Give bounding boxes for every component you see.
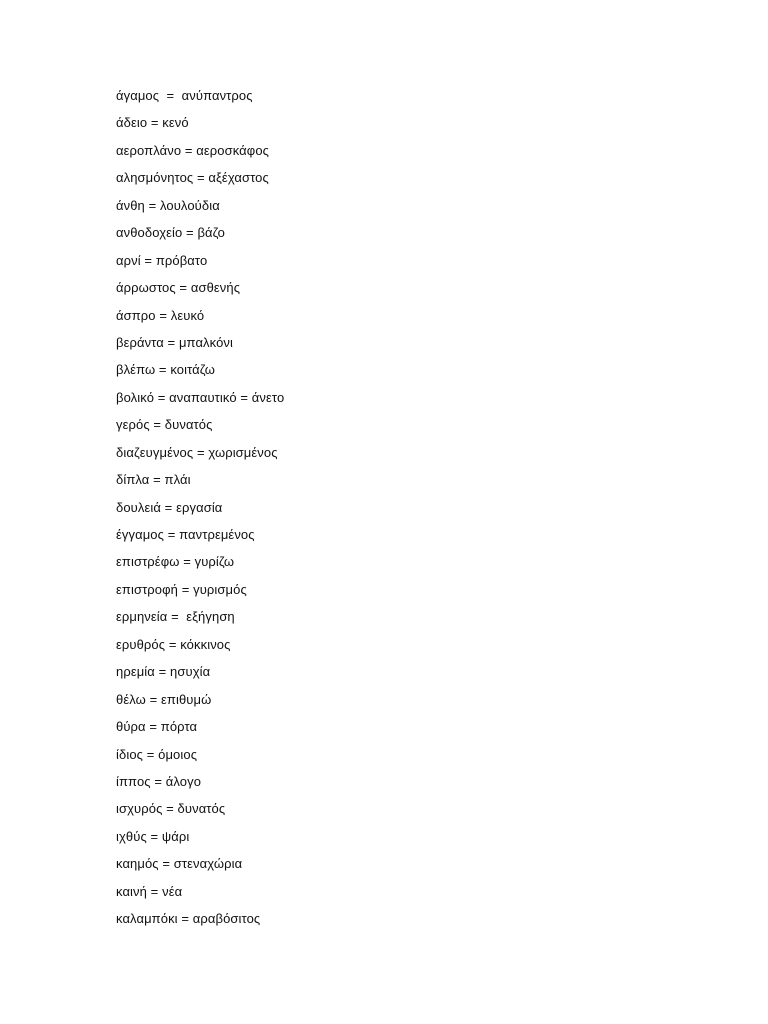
synonym-line: θέλω = επιθυμώ — [116, 691, 212, 707]
synonym-line: ιχθύς = ψάρι — [116, 828, 190, 844]
synonym-line: ανθοδοχείο = βάζο — [116, 225, 225, 241]
synonym-line: ηρεμία = ησυχία — [116, 664, 211, 680]
synonym-line: αλησμόνητος = αξέχαστος — [116, 170, 269, 186]
synonym-line: άσπρο = λευκό — [116, 307, 205, 323]
synonym-line: επιστρέφω = γυρίζω — [116, 554, 235, 570]
synonym-line: ίδιος = όμοιος — [116, 746, 198, 762]
synonym-line: βεράντα = μπαλκόνι — [116, 334, 234, 350]
synonym-line: έγγαμος = παντρεμένος — [116, 527, 255, 542]
synonym-line: ισχυρός = δυνατός — [116, 801, 226, 817]
synonym-line: άρρωστος = ασθενής — [116, 280, 241, 296]
synonym-list — [116, 86, 284, 937]
synonym-line: δίπλα = πλάι — [116, 472, 191, 488]
synonym-line: άνθη = λουλούδια — [116, 197, 220, 213]
synonym-line: ερμηνεία = εξήγηση — [116, 609, 235, 625]
synonym-line: αρνί = πρόβατο — [116, 252, 208, 268]
synonym-line: καινή = νέα — [116, 883, 183, 899]
synonym-line: δουλειά = εργασία — [116, 499, 223, 515]
synonym-line: βλέπω = κοιτάζω — [116, 362, 215, 378]
synonym-line: θύρα = πόρτα — [116, 719, 198, 735]
synonym-line: άδειο = κενό — [116, 115, 189, 131]
synonym-line: ίππος = άλογο — [116, 773, 202, 789]
synonym-line: καημός = στεναχώρια — [116, 856, 243, 872]
synonym-line: αεροπλάνο = αεροσκάφος — [116, 142, 270, 158]
synonym-line: επιστροφή = γυρισμός — [116, 581, 247, 597]
synonym-line: άγαμος = ανύπαντρος — [116, 88, 253, 103]
synonym-line: γερός = δυνατός — [116, 417, 213, 433]
synonym-line: ερυθρός = κόκκινος — [116, 636, 231, 652]
synonym-line: βολικό = αναπαυτικό = άνετο — [116, 389, 285, 405]
synonym-line: διαζευγμένος = χωρισμένος — [116, 444, 278, 460]
synonym-line: καλαμπόκι = αραβόσιτος — [116, 911, 261, 927]
